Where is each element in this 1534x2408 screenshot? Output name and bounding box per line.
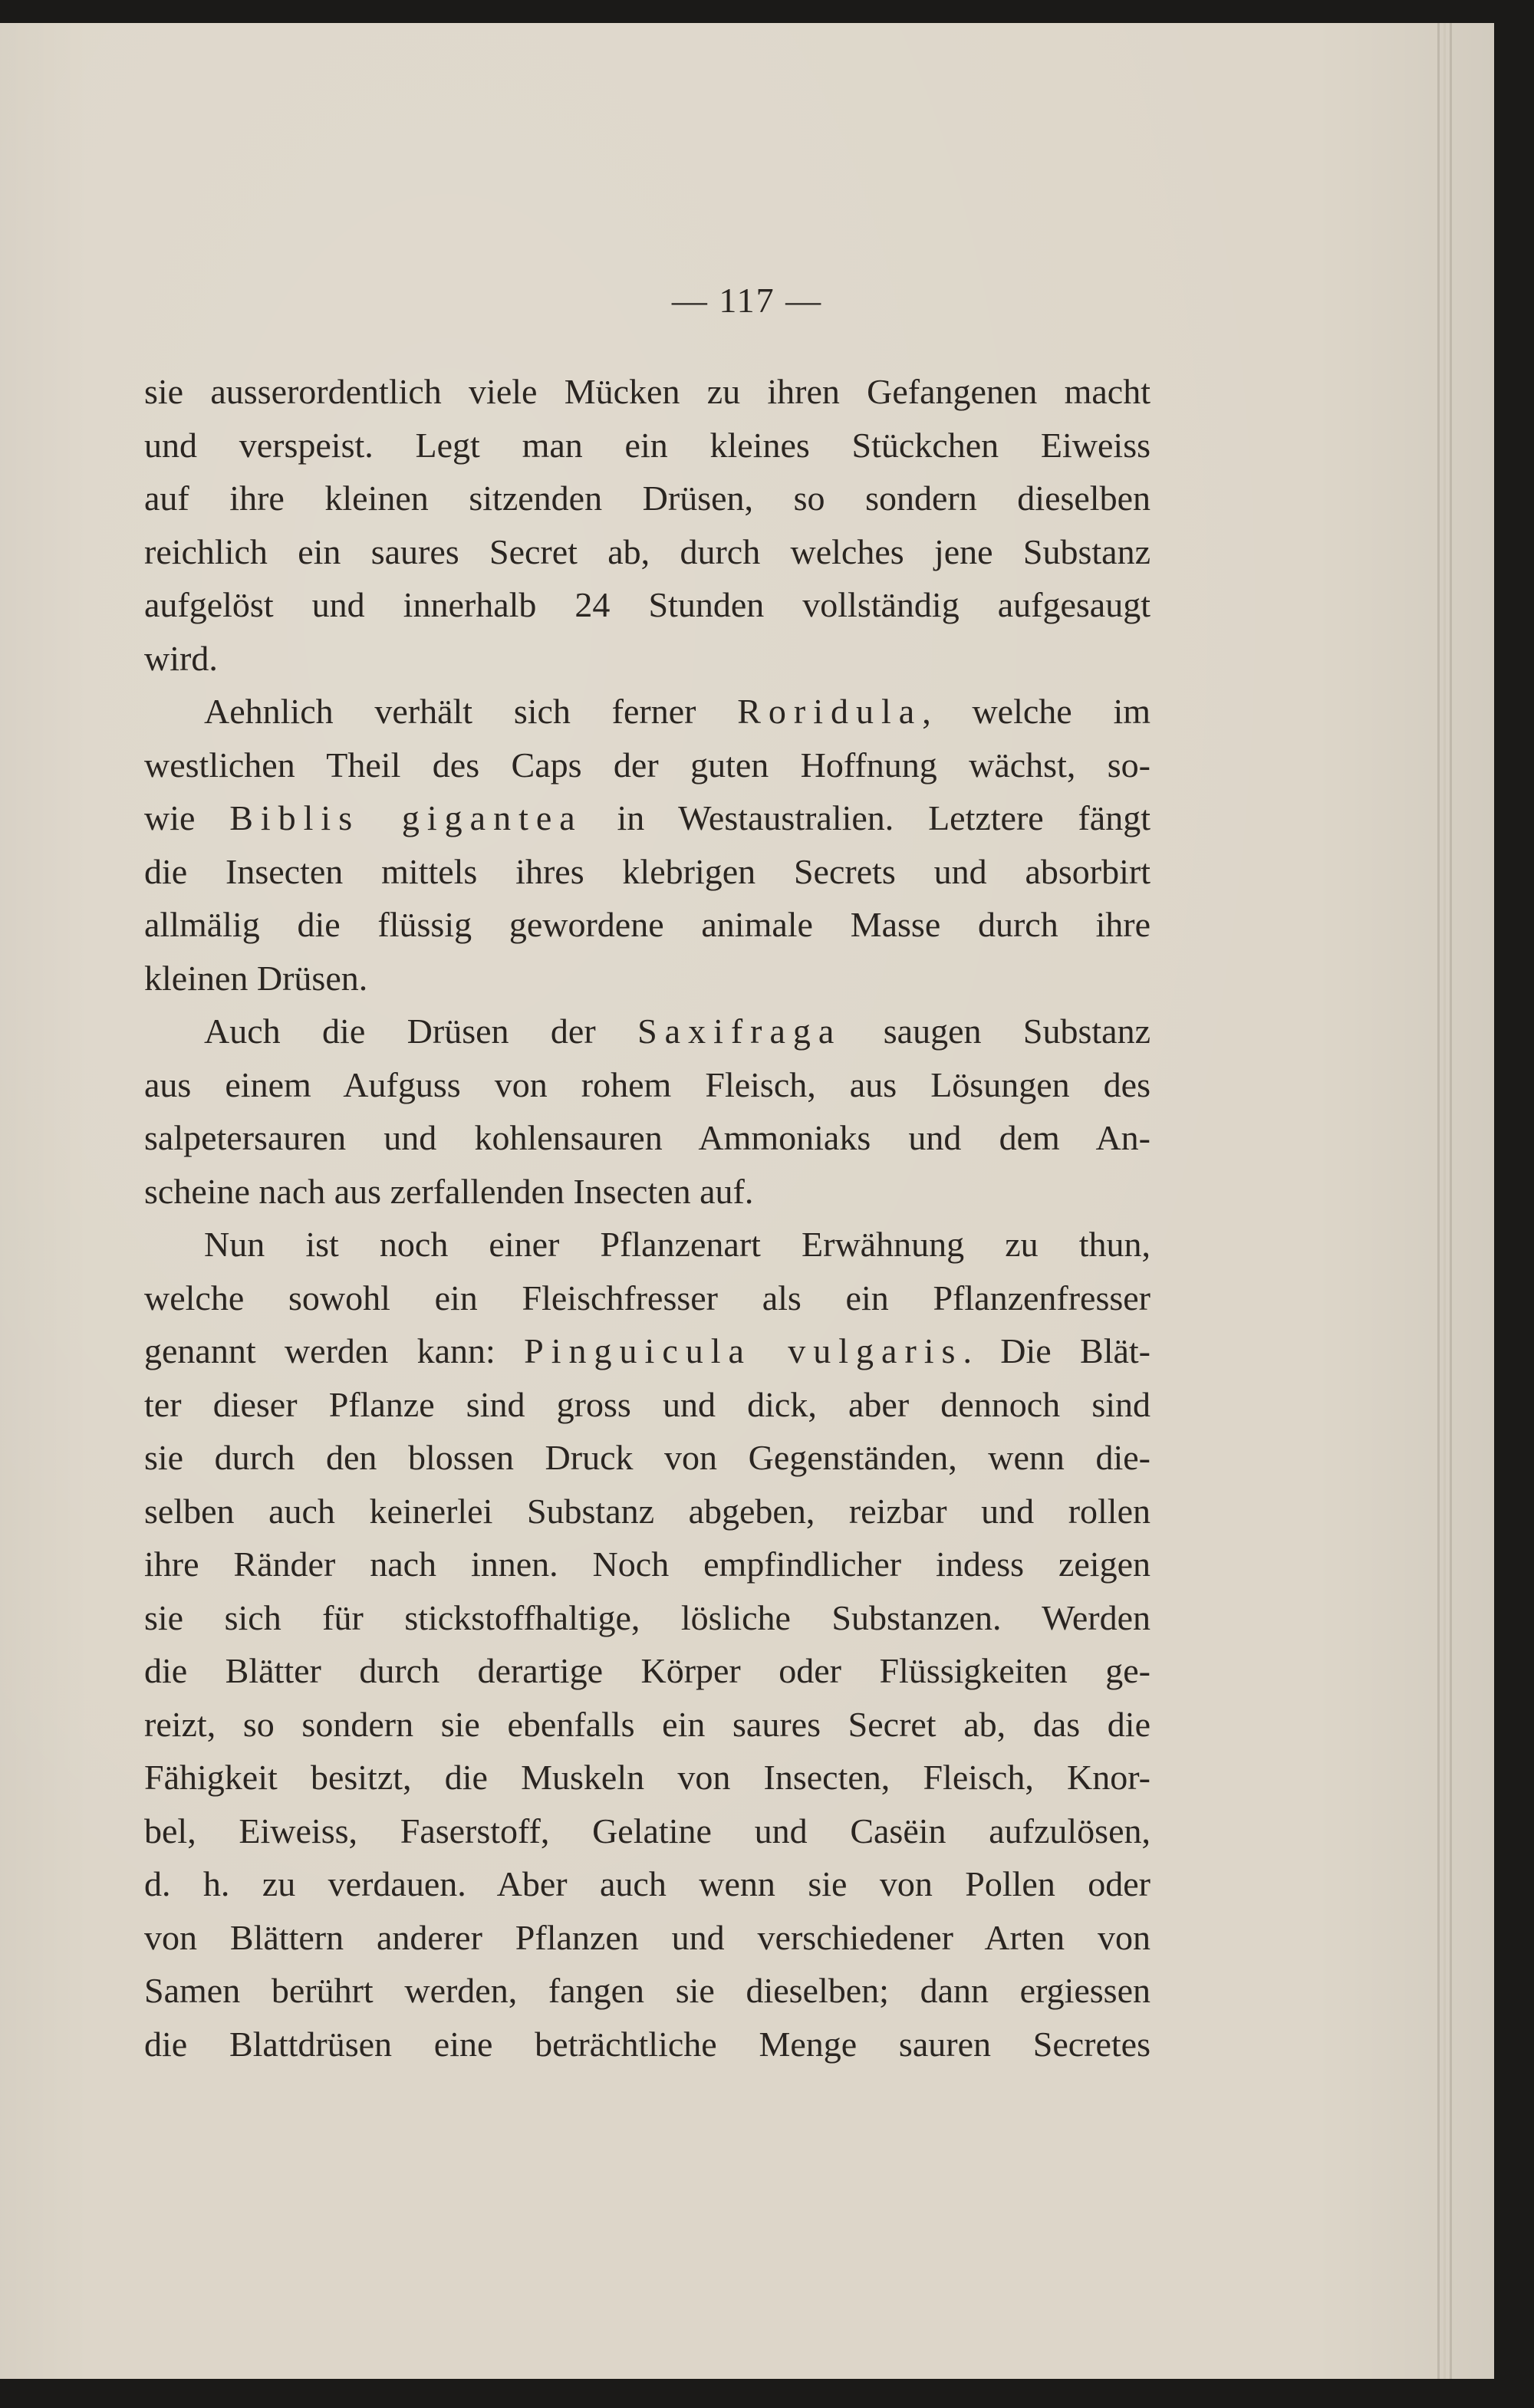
text-line: sie durch den blossen Druck von Gegenständen, wenn die- <box>144 1438 1150 1477</box>
text-line: scheine nach aus zerfallenden Insecten auf. <box>144 1171 754 1211</box>
text-line: selben auch keinerlei Substanz abgeben, reizbar und rollen <box>144 1491 1150 1531</box>
text-run: wie <box>144 798 196 837</box>
text-line: allmälig die flüssig gewordene animale Masse durch ihre <box>144 905 1150 944</box>
text-line: d. h. zu verdauen. Aber auch wenn sie von Pollen oder <box>144 1864 1150 1903</box>
species-name-pinguicula: Pinguicula vulgaris <box>524 1331 963 1370</box>
text-line: reichlich ein saures Secret ab, durch welches jene Substanz <box>144 531 1150 571</box>
paragraph-2 <box>144 685 1150 1005</box>
text-line <box>144 1324 1150 1378</box>
text-line: von Blättern anderer Pflanzen und verschiedener Arten von <box>144 1917 1150 1957</box>
page-edge-line <box>1437 23 1440 2379</box>
text-line: ter dieser Pflanze sind gross und dick, aber dennoch sind <box>144 1384 1150 1424</box>
page-edge-line <box>1443 23 1446 2379</box>
text-line: salpetersauren und kohlensauren Ammoniaks und dem An- <box>144 1118 1150 1157</box>
text-line: aufgelöst und innerhalb 24 Stunden vollständig aufgesaugt <box>144 585 1150 624</box>
page-number: — 117 — <box>671 281 823 320</box>
text-line: ihre Ränder nach innen. Noch empfindlicher indess zeigen <box>144 1544 1150 1584</box>
text-line: Nun ist noch einer Pflanzenart Erwähnung zu thun, <box>204 1225 1150 1264</box>
paragraph-4 <box>144 1218 1150 2071</box>
text-line <box>144 685 1150 739</box>
paragraph-1 <box>144 365 1150 685</box>
text-line: sie ausserordentlich viele Mücken zu ihren Gefangenen macht <box>144 372 1150 411</box>
text-run: . Die Blät- <box>963 1331 1150 1370</box>
text-run: Auch die Drüsen der <box>204 1012 596 1051</box>
text-line: die Blattdrüsen eine beträchtliche Menge sauren Secretes <box>144 2024 1150 2064</box>
text-line: und verspeist. Legt man ein kleines Stückchen Eiweiss <box>144 425 1150 465</box>
text-line: Fähigkeit besitzt, die Muskeln von Insecten, Fleisch, Knor- <box>144 1758 1150 1797</box>
text-line: auf ihre kleinen sitzenden Drüsen, so sondern dieselben <box>144 479 1150 518</box>
text-line <box>144 791 1150 845</box>
text-line: bel, Eiweiss, Faserstoff, Gelatine und Casëin aufzulösen, <box>144 1811 1150 1850</box>
text-run: genannt werden kann: <box>144 1331 495 1370</box>
text-run: , welche im <box>922 692 1151 731</box>
text-line: wird. <box>144 638 218 678</box>
text-line: westlichen Theil des Caps der guten Hoffnung wächst, so- <box>144 745 1150 785</box>
text-line: kleinen Drüsen. <box>144 958 368 998</box>
text-line: welche sowohl ein Fleischfresser als ein Pflanzenfresser <box>144 1278 1150 1317</box>
text-run: in Westaustralien. Letztere fängt <box>617 798 1150 837</box>
species-name-biblis: Biblis gigantea <box>229 798 583 837</box>
paragraph-3 <box>144 1005 1150 1218</box>
text-line: aus einem Aufguss von rohem Fleisch, aus Lösungen des <box>144 1064 1150 1104</box>
text-line: die Blätter durch derartige Körper oder Flüssigkeiten ge- <box>144 1651 1150 1690</box>
text-line: reizt, so sondern sie ebenfalls ein saures Secret ab, das die <box>144 1704 1150 1744</box>
text-run: saugen Substanz <box>883 1012 1151 1051</box>
text-run: Aehnlich verhält sich ferner <box>204 692 696 731</box>
text-line: sie sich für stickstoffhaltige, lösliche Substanzen. Werden <box>144 1597 1150 1637</box>
body-text <box>144 365 1150 2071</box>
text-line: die Insecten mittels ihres klebrigen Secrets und absorbirt <box>144 851 1150 891</box>
text-line: Samen berührt werden, fangen sie dieselben; dann ergiessen <box>144 1971 1150 2010</box>
genus-name-roridula: Roridula <box>737 692 923 731</box>
page-edge-line <box>1450 23 1452 2379</box>
text-line <box>144 1005 1150 1058</box>
genus-name-saxifraga: Saxifraga <box>637 1012 842 1051</box>
